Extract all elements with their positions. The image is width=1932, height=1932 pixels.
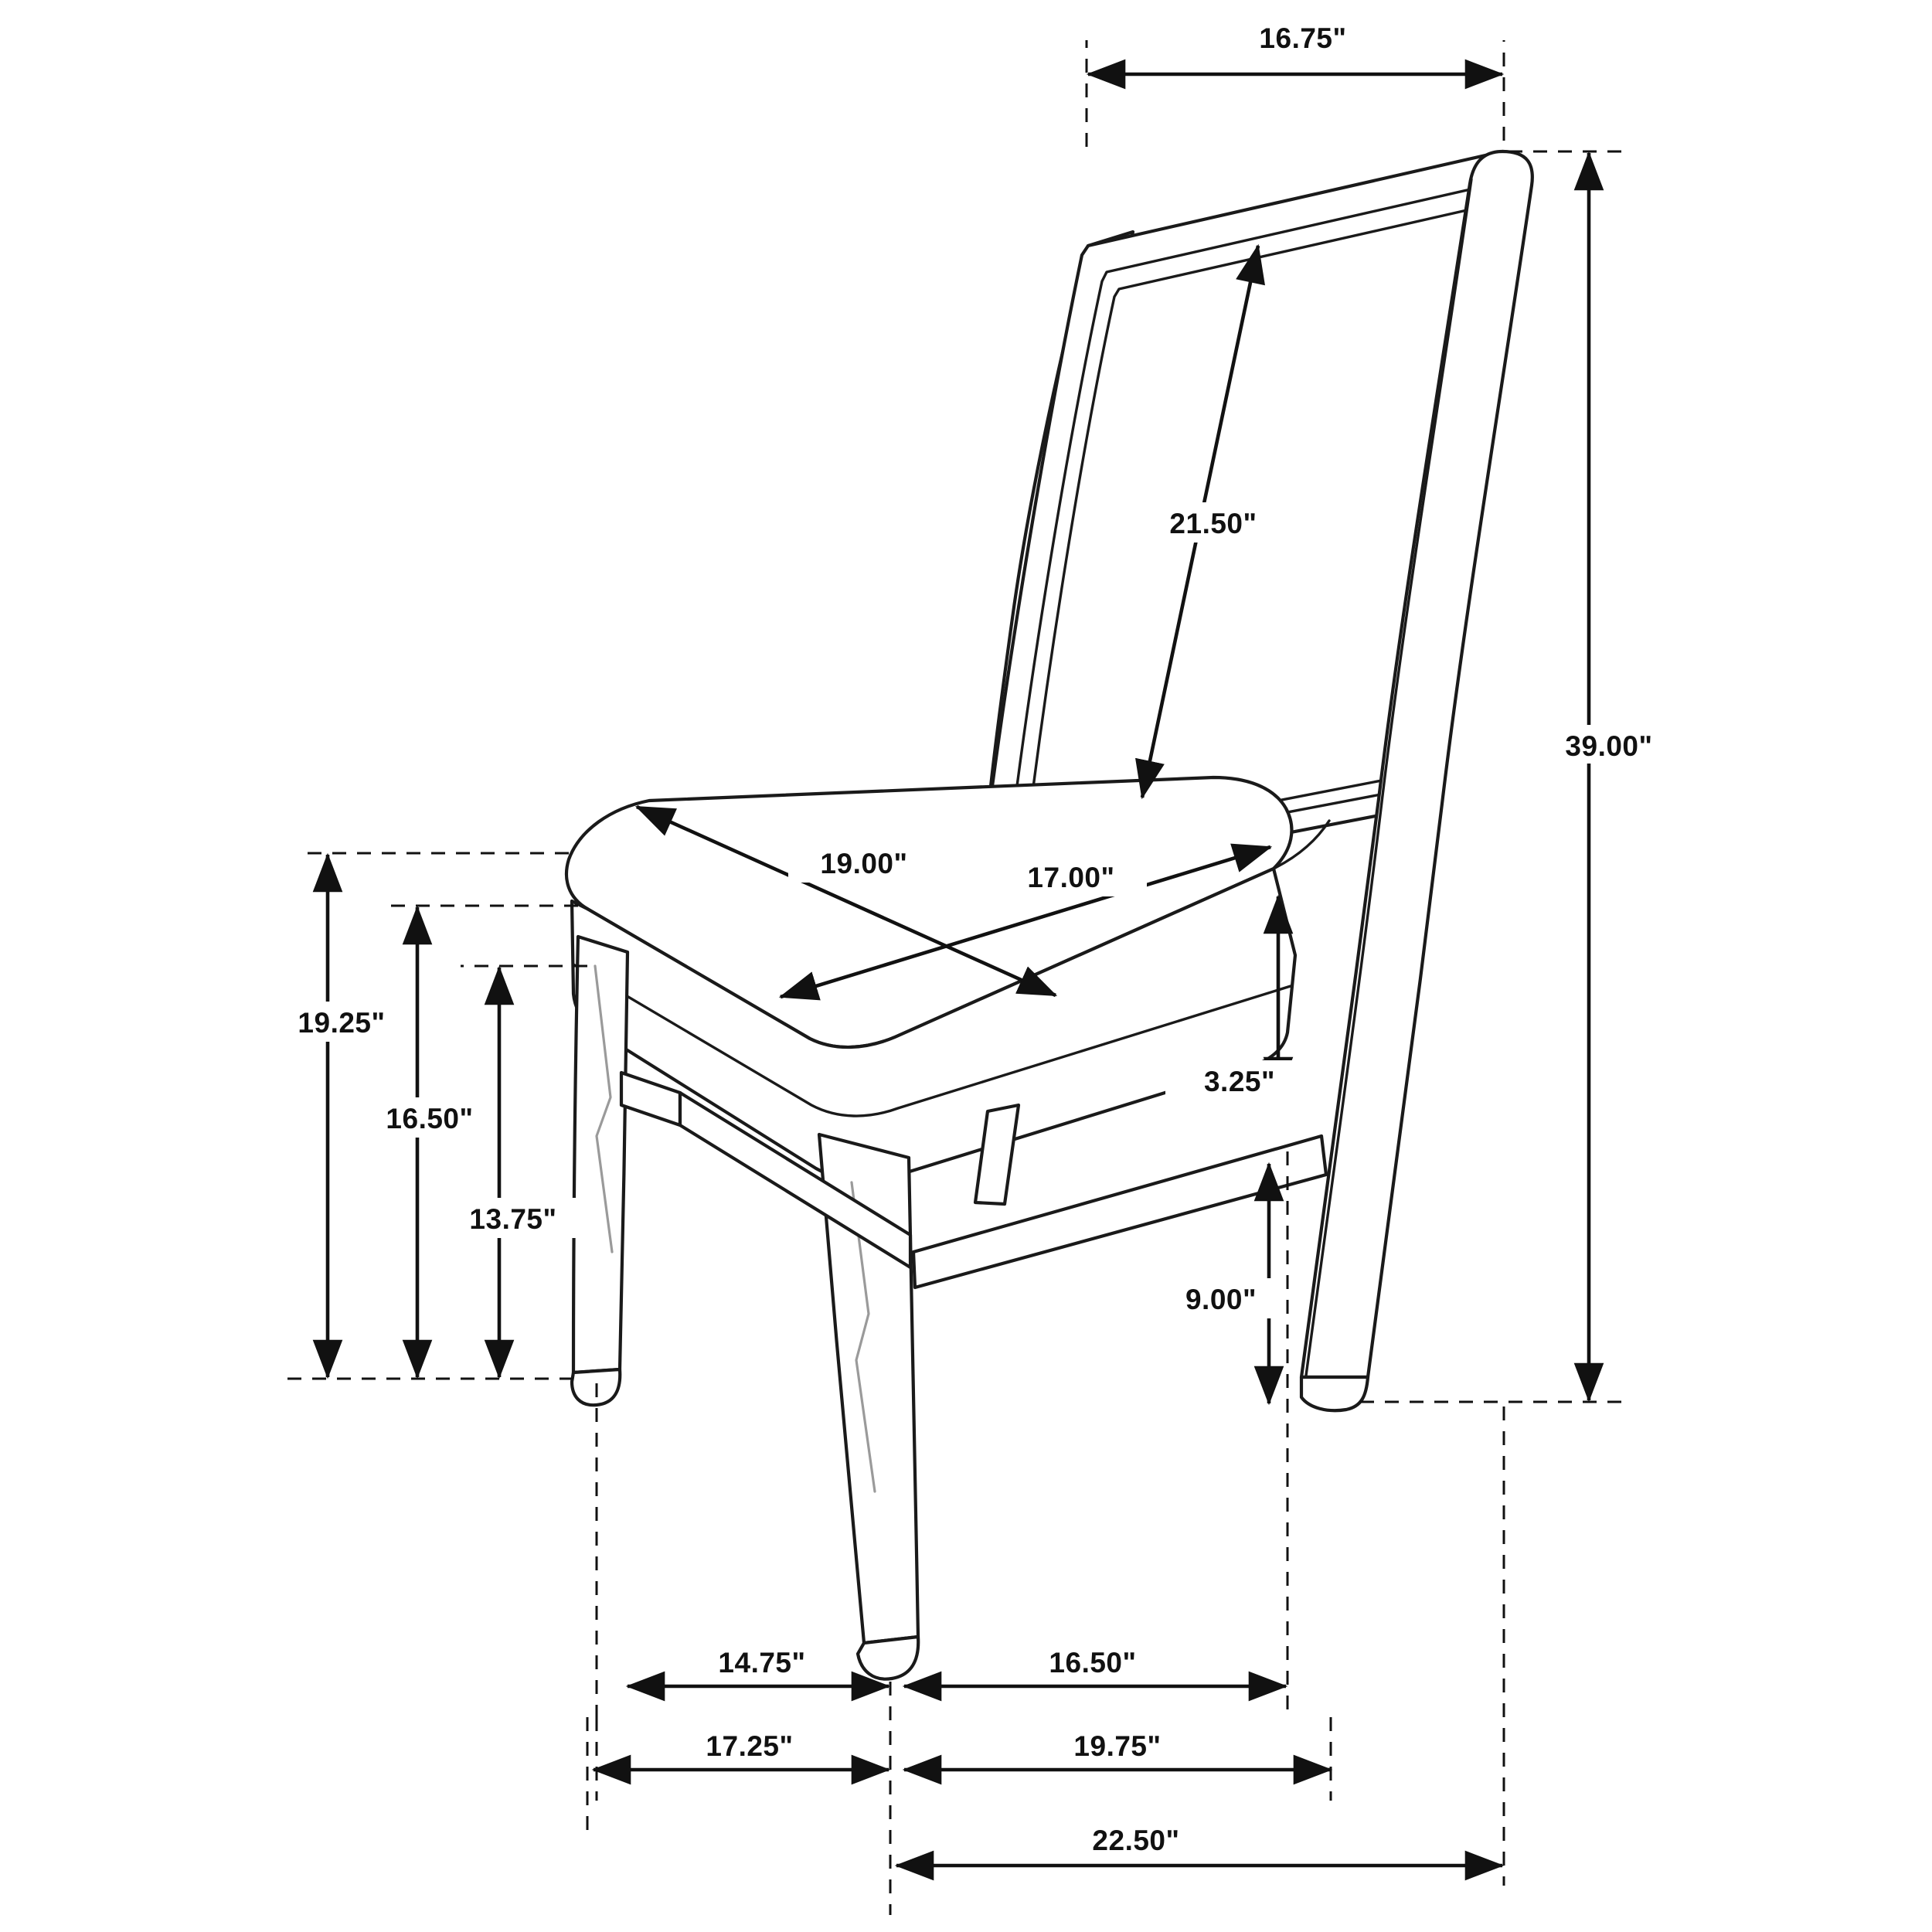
dim-seat-frame-height bbox=[437, 966, 589, 1377]
dim-label-seat-height: 16.50" bbox=[386, 1103, 474, 1134]
dim-label-overall-height: 39.00" bbox=[1565, 730, 1653, 762]
dim-seat-rear-overhang bbox=[904, 1717, 1331, 1801]
dim-label-overall-depth: 22.50" bbox=[1092, 1825, 1180, 1856]
dim-label-back-top-width: 16.75" bbox=[1259, 22, 1347, 54]
chair-side-stretcher bbox=[913, 1136, 1326, 1287]
chair-front-right-foot bbox=[858, 1637, 918, 1679]
dim-rear-leg-offset bbox=[904, 1641, 1286, 1686]
dim-label-seat-width-diagonal: 17.00" bbox=[1027, 862, 1115, 893]
dim-label-rear-leg-offset: 16.50" bbox=[1049, 1647, 1137, 1679]
chair-rear-right-foot bbox=[1301, 1377, 1368, 1410]
dim-label-back-height: 21.50" bbox=[1169, 508, 1257, 539]
dim-seat-height bbox=[354, 906, 578, 1377]
dim-label-seat-cushion-thickness: 3.25" bbox=[1203, 1066, 1276, 1097]
dim-label-seat-rear-overhang: 19.75" bbox=[1073, 1730, 1162, 1762]
dim-overall-depth bbox=[896, 1819, 1502, 1866]
dim-seat-front-overhang bbox=[587, 1717, 889, 1833]
dim-front-leg-offset bbox=[628, 1641, 889, 1686]
chair-left-stretcher bbox=[621, 1073, 680, 1125]
dim-back-top-width bbox=[1087, 17, 1504, 147]
dim-label-seat-frame-height: 13.75" bbox=[469, 1203, 557, 1235]
dim-label-seat-front-overhang: 17.25" bbox=[706, 1730, 794, 1762]
dim-label-front-leg-offset: 14.75" bbox=[718, 1647, 806, 1679]
dim-label-stretcher-height: 9.00" bbox=[1185, 1284, 1257, 1315]
dim-label-seat-top-height: 19.25" bbox=[298, 1007, 386, 1039]
dim-label-seat-depth-diagonal: 19.00" bbox=[820, 848, 908, 879]
